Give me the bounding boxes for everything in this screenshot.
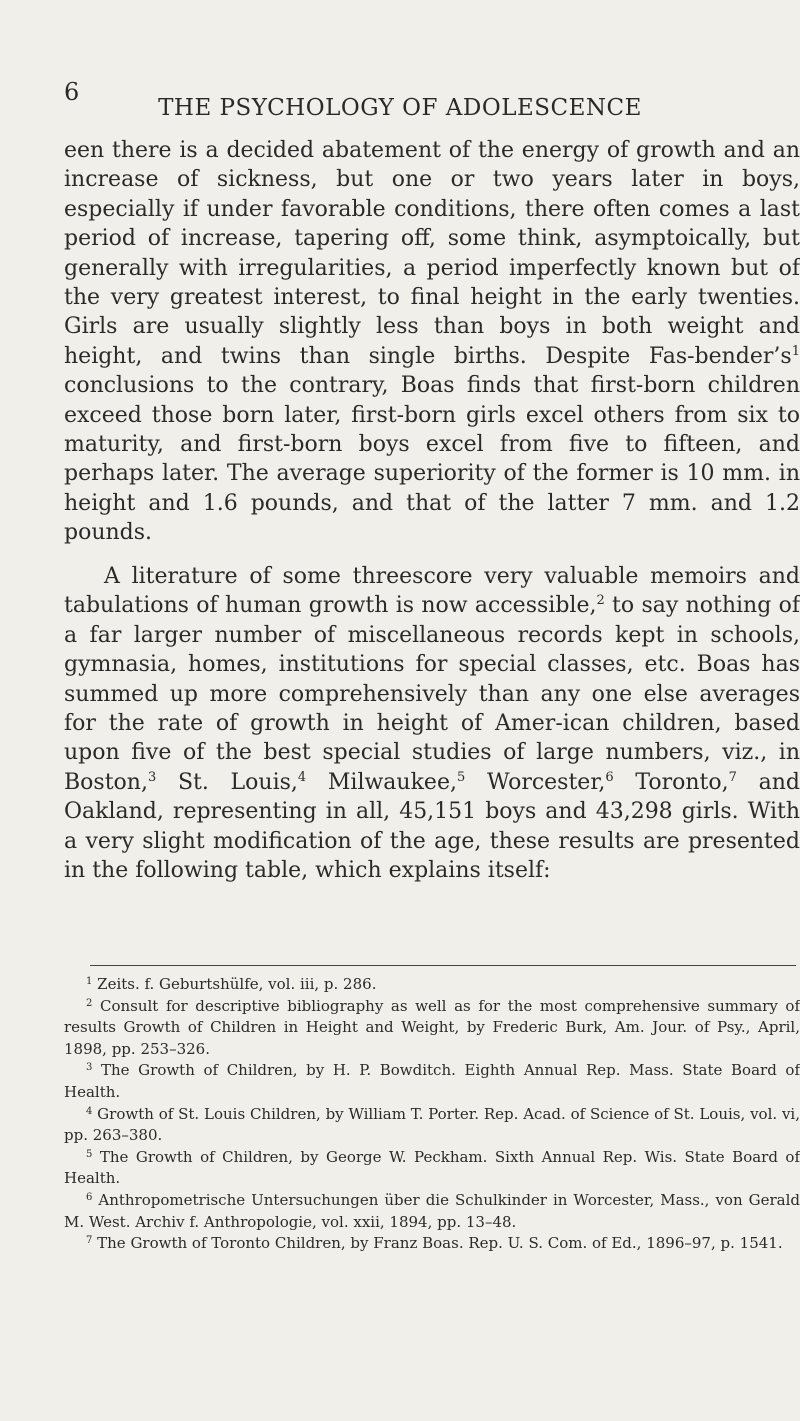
footnote (64, 974, 800, 996)
paragraph-text: conclusions to the contrary, Boas finds that first-born children exceed those born later, first-born girls excel others from six to maturity, and first-born boys excel from five to fifteen, and perhaps later. The average superiority of the former is 10 mm. in height and 1.6 pounds, and that of the latter 7 mm. and 1.2 pounds. (64, 373, 800, 546)
paragraph-text: and Oakland, representing in all, 45,151 boys and 43,298 girls. With a very slight modification of the age, these results are presented in the following table, which explains itself: (64, 769, 800, 884)
footnote-text: The Growth of Children, by George W. Peckham. Sixth Annual Rep. Wis. State Board of Health. (64, 1147, 800, 1188)
page-number: 6 (64, 78, 80, 106)
footnote-ref: 4 (297, 769, 307, 785)
paragraph-text: een there is a decided abatement of the energy of growth and an increase of sickness, but one or two years later in boys, especially if under favorable conditions, there often comes a last period of increase, tapering off, some think, asymptoically, but generally with irregularities, a period imperfectly known but of the very greatest interest, to final height in the early twenties. Girls are usually slightly less than boys in both weight and height, and twins than single births. Despite Fas-bender’s (64, 138, 800, 369)
footnote-text: Anthropometrische Untersuchungen über die Schulkinder in Worcester, Mass., von Gerald M. West. Archiv f. Anthropologie, vol. xxii, 1894, pp. 13–48. (64, 1190, 800, 1231)
footnote-mark: 4 (86, 1105, 93, 1117)
footnote-text: The Growth of Toronto Children, by Franz Boas. Rep. U. S. Com. of Ed., 1896–97, p. 1541. (92, 1234, 783, 1253)
paragraph-text: St. Louis, (156, 769, 298, 795)
footnote-text: Growth of St. Louis Children, by William T. Porter. Rep. Acad. of Science of St. Louis, vol. vi, pp. 263–380. (64, 1104, 800, 1145)
footnote-mark: 3 (86, 1062, 93, 1074)
body-paragraph-1 (64, 136, 800, 548)
footnotes-list (64, 974, 800, 1255)
footnote (64, 1060, 800, 1103)
paragraph-text: Milwaukee, (306, 769, 457, 795)
footnote-mark: 1 (86, 976, 93, 987)
footnote-divider (90, 965, 796, 966)
footnote (64, 1190, 800, 1233)
footnote-mark: 5 (86, 1148, 93, 1160)
footnote-text: Zeits. f. Geburtshülfe, vol. iii, p. 286. (92, 975, 377, 993)
footnote (64, 1147, 800, 1190)
paragraph-text: to say nothing of a far larger number of miscellaneous records kept in schools, gymnasia, homes, institutions for special classes, etc. Boas has summed up more comprehensively than any one else averages for the rate of growth in height of Amer-ican children, based upon five of the best special studies of large numbers, viz., in Boston, (64, 593, 800, 795)
footnote-mark: 7 (86, 1235, 93, 1247)
paragraph-text: Worcester, (465, 769, 606, 795)
footnote-ref: 7 (728, 769, 737, 785)
footnote-text: Consult for descriptive bibliography as well as for the most comprehensive summary of results Growth of Children in Height and Weight, by Frederic Burk, Am. Jour. of Psy., April, 1898, pp. 253–326. (64, 996, 800, 1058)
footnote-ref: 5 (456, 769, 466, 785)
footnote (64, 996, 800, 1061)
footnote-mark: 2 (86, 997, 93, 1009)
footnote (64, 1104, 800, 1147)
paragraph-text: Toronto, (613, 769, 729, 795)
footnote-ref: 2 (596, 593, 605, 609)
footnote-ref: 6 (605, 769, 614, 785)
paragraph-text: A literature of some threescore very valuable memoirs and tabulations of human growth is now accessible, (64, 564, 800, 619)
footnote-ref: 3 (147, 769, 157, 785)
footnote-text: The Growth of Children, by H. P. Bowditch. Eighth Annual Rep. Mass. State Board of Health. (64, 1061, 800, 1101)
footnote (64, 1233, 800, 1255)
footnote-mark: 6 (86, 1191, 93, 1203)
body-paragraph-2 (64, 562, 800, 885)
running-head: THE PSYCHOLOGY OF ADOLESCENCE (158, 95, 642, 121)
footnote-ref: 1 (791, 343, 800, 359)
